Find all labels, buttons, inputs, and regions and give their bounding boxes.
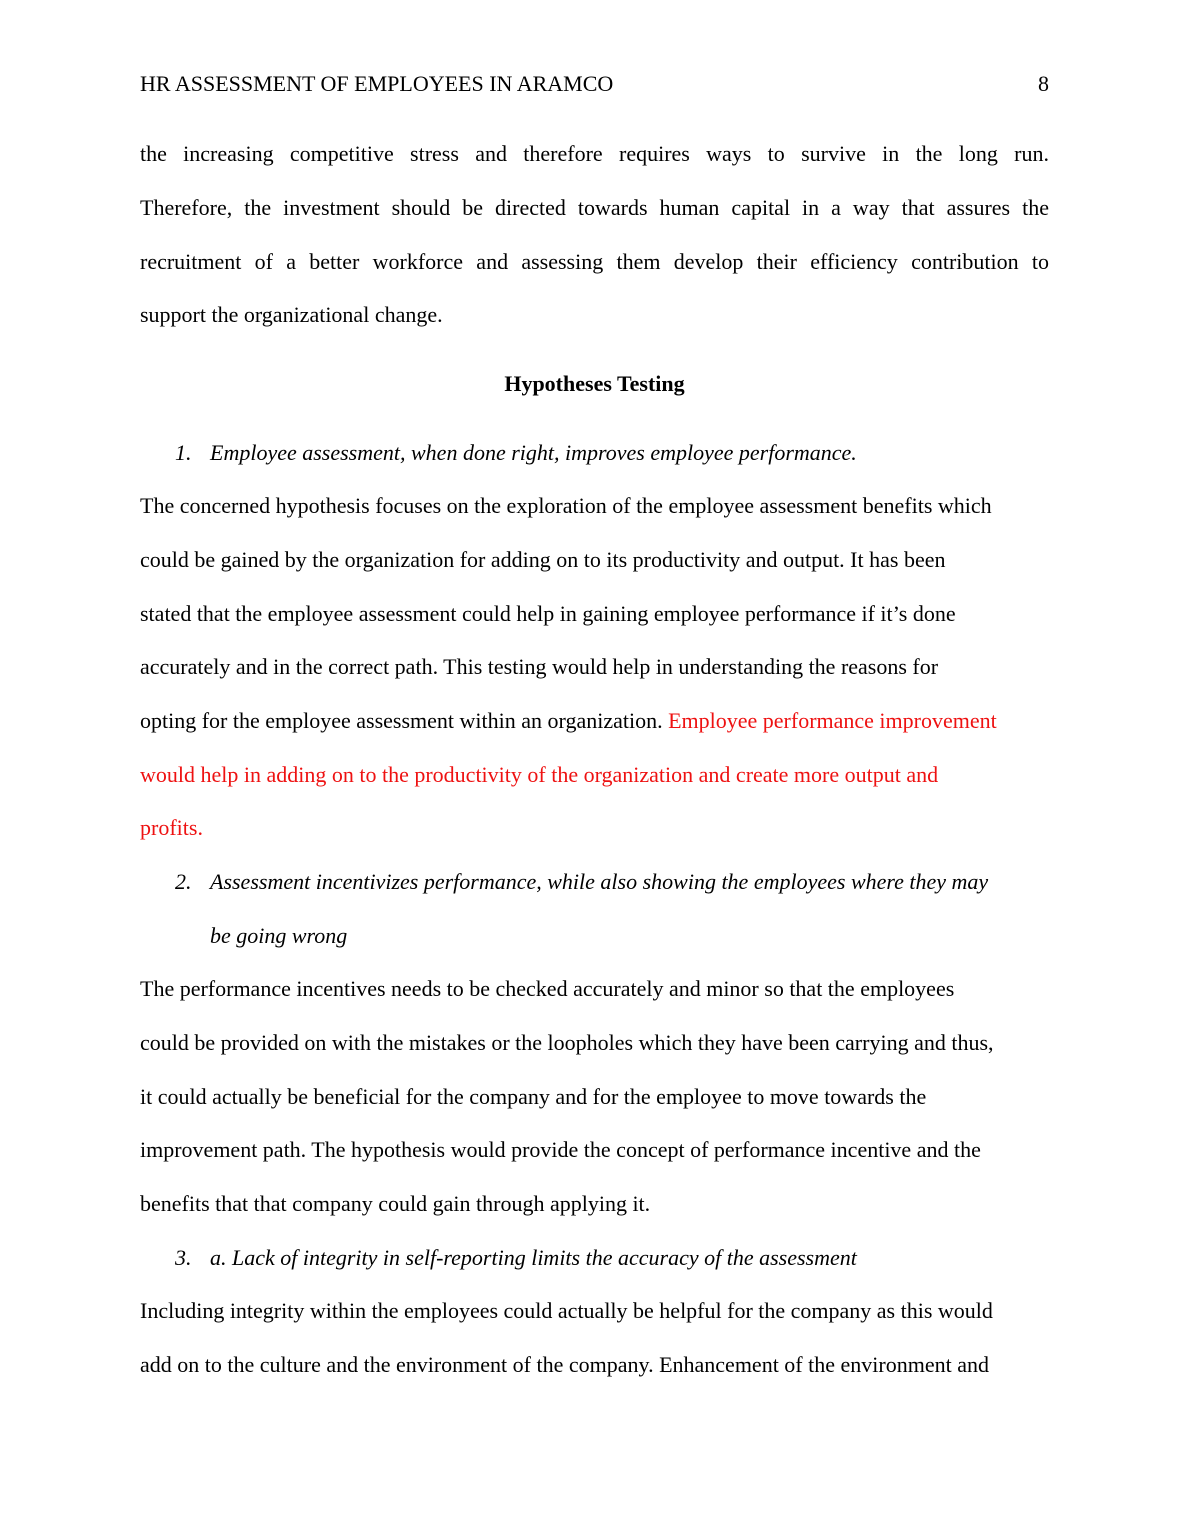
h1-line-2: could be gained by the organization for adding on to its productivity and output. It has been — [140, 547, 946, 572]
hypothesis-3-text: a. Lack of integrity in self-reporting limits the accuracy of the assessment — [210, 1245, 857, 1270]
h1-line-1: The concerned hypothesis focuses on the exploration of the employee assessment benefits which — [140, 493, 992, 518]
h2-line-3: it could actually be beneficial for the company and for the employee to move towards the — [140, 1084, 927, 1109]
hypothesis-2-number: 2. — [175, 869, 192, 894]
intro-line-3: recruitment of a better workforce and assessing them develop their efficiency contribution to — [140, 249, 1049, 274]
h1-red-line-2: profits. — [140, 815, 203, 840]
hypothesis-1-number: 1. — [175, 440, 192, 465]
running-head-title: HR ASSESSMENT OF EMPLOYEES IN ARAMCO — [140, 71, 614, 96]
hypothesis-3-number: 3. — [175, 1245, 192, 1270]
h1-line-5 — [140, 706, 1049, 736]
hypothesis-2-text-line-2: be going wrong — [210, 923, 348, 948]
page-number: 8 — [1038, 71, 1049, 96]
h2-line-1: The performance incentives needs to be checked accurately and minor so that the employees — [140, 976, 955, 1001]
hypothesis-2-text-line-1: Assessment incentivizes performance, while also showing the employees where they may — [210, 869, 989, 894]
h1-line-3: stated that the employee assessment could help in gaining employee performance if it’s done — [140, 601, 956, 626]
hypothesis-1-title — [175, 438, 1049, 468]
h2-line-2: could be provided on with the mistakes or the loopholes which they have been carrying and thus, — [140, 1030, 994, 1055]
intro-line-4: support the organizational change. — [140, 302, 443, 327]
page-header — [140, 70, 1049, 98]
hypothesis-3-title — [175, 1243, 1049, 1273]
section-heading: Hypotheses Testing — [504, 371, 685, 396]
h2-line-5: benefits that that company could gain through applying it. — [140, 1191, 651, 1216]
h1-red-line-1: would help in adding on to the productivity of the organization and create more output and — [140, 762, 939, 787]
h1-line-5-black: opting for the employee assessment within an organization. — [140, 708, 669, 733]
intro-line-1: the increasing competitive stress and therefore requires ways to survive in the long run. — [140, 141, 1049, 166]
intro-line-2: Therefore, the investment should be directed towards human capital in a way that assures the — [140, 195, 1049, 220]
h1-line-5-red: Employee performance improvement — [668, 708, 997, 733]
h2-line-4: improvement path. The hypothesis would provide the concept of performance incentive and the — [140, 1137, 981, 1162]
h3-line-1: Including integrity within the employees could actually be helpful for the company as this would — [140, 1298, 993, 1323]
h1-line-4: accurately and in the correct path. This testing would help in understanding the reasons for — [140, 654, 939, 679]
hypothesis-1-text: Employee assessment, when done right, improves employee performance. — [210, 440, 857, 465]
hypothesis-2-title — [175, 867, 1049, 951]
h3-line-2: add on to the culture and the environment of the company. Enhancement of the environment and — [140, 1352, 989, 1377]
